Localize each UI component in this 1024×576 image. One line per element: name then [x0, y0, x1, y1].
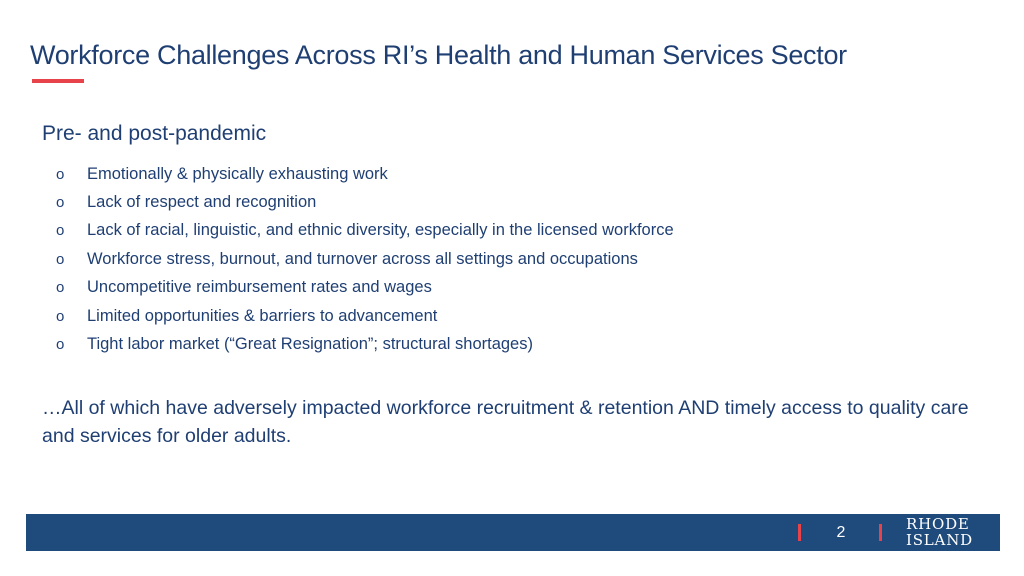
footer-divider [879, 524, 882, 541]
list-item-text: Limited opportunities & barriers to advancement [87, 306, 438, 325]
list-item-text: Emotionally & physically exhausting work [87, 164, 388, 183]
footer-divider [798, 524, 801, 541]
rhode-island-logo [906, 517, 978, 548]
logo-line-2: ISLAND [906, 530, 973, 549]
bullet-marker: o [56, 165, 65, 183]
title-accent-bar [32, 79, 84, 83]
footer-bar [26, 514, 1000, 551]
bullet-marker: o [56, 250, 65, 268]
list-item-text: Lack of racial, linguistic, and ethnic diversity, especially in the licensed workforce [87, 221, 674, 240]
bullet-marker: o [56, 194, 65, 212]
list-item [56, 245, 674, 273]
list-item [56, 330, 674, 358]
bullet-marker: o [56, 336, 65, 354]
slide-title: Workforce Challenges Across RI’s Health and Human Services Sector [30, 40, 847, 70]
summary-text: …All of which have adversely impacted workforce recruitment & retention AND timely access to quality care and services for older adults. [42, 397, 969, 447]
bullet-marker: o [56, 222, 65, 240]
challenges-list [56, 160, 674, 359]
list-item [56, 302, 674, 330]
list-item [56, 188, 674, 216]
list-item-text: Tight labor market (“Great Resignation”; structural shortages) [87, 335, 533, 354]
section-heading: Pre- and post-pandemic [42, 122, 267, 145]
logo-line-1: RHODE [906, 515, 970, 533]
list-item [56, 217, 674, 245]
bullet-marker: o [56, 279, 65, 297]
list-item [56, 274, 674, 302]
list-item-text: Workforce stress, burnout, and turnover across all settings and occupations [87, 249, 638, 268]
list-item-text: Lack of respect and recognition [87, 193, 317, 212]
list-item-text: Uncompetitive reimbursement rates and wages [87, 278, 432, 297]
bullet-marker: o [56, 307, 65, 325]
list-item [56, 160, 674, 188]
page-number: 2 [836, 524, 846, 541]
